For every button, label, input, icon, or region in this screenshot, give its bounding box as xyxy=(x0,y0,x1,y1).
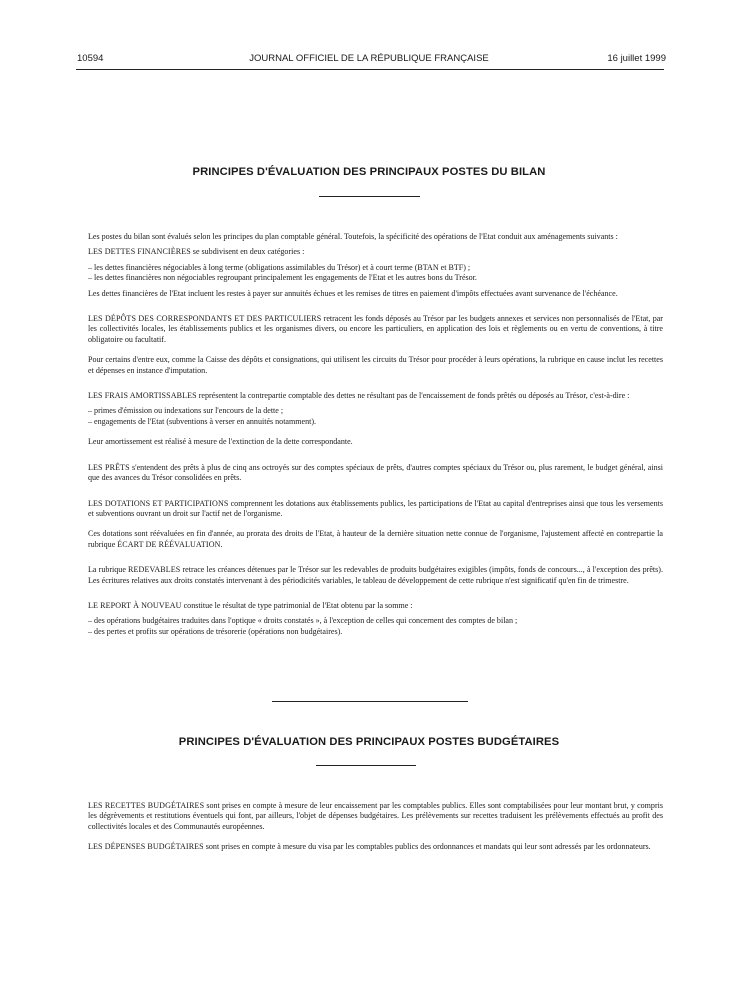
paragraph-dettes-2: Les dettes financières de l'Etat incluent les restes à payer sur annuités échues et les remises de titres en paiement d'impôts effectuées avant survenance de l'échéance. xyxy=(88,288,618,298)
list-item-report-1: – des opérations budgétaires traduites dans l'optique « droits constatés », à l'exception de celles qui concernent des comptes de bilan ; xyxy=(88,616,663,626)
paragraph-redevables xyxy=(88,565,663,586)
title-rule-bilan xyxy=(319,196,420,197)
text-redevables-a: La rubrique xyxy=(88,565,129,575)
list-item-dettes-2: – les dettes financières non négociables regroupant principalement les engagements de l'Etat et les autres bons du Trésor. xyxy=(88,273,663,283)
paragraph-frais-2: Leur amortissement est réalisé à mesure de l'extinction de la dette correspondante. xyxy=(88,437,353,447)
page-number: 10594 xyxy=(77,53,104,64)
paragraph-dettes xyxy=(88,247,663,257)
heading-redevables: REDEVABLES xyxy=(128,565,181,575)
heading-depenses: LES DÉPENSES BUDGÉTAIRES xyxy=(88,842,204,852)
section-body-budgetaires xyxy=(88,801,663,853)
heading-report: LE REPORT À NOUVEAU xyxy=(88,600,182,610)
list-item-report-2: – des pertes et profits sur opérations de trésorerie (opérations non budgétaires). xyxy=(88,627,663,637)
section-body-bilan xyxy=(88,232,663,637)
section-title-bilan: PRINCIPES D'ÉVALUATION DES PRINCIPAUX POSTES DU BILAN xyxy=(192,166,546,178)
text-prets: s'entendent des prêts à plus de cinq ans octroyés sur des comptes spéciaux de prêts, d'autres comptes spéciaux du Trésor ou, plus rarement, le budget général, ainsi que des avances du Trésor consolidées en prêts. xyxy=(88,462,663,483)
paragraph-dotations-2 xyxy=(88,529,663,550)
paragraph-depenses xyxy=(88,842,663,852)
heading-frais: LES FRAIS AMORTISSABLES xyxy=(88,391,197,401)
text-dotations-2c: . xyxy=(220,539,223,549)
page-header xyxy=(72,53,666,67)
text-dotations-2a: Ces dotations sont réévaluées en fin d'année, au prorata des droits de l'Etat, à hauteur de la dernière situation nette connue de l'organisme, l'ajustement affecté en contrepartie la rubrique xyxy=(88,529,663,549)
paragraph-prets xyxy=(88,463,663,484)
heading-dotations: LES DOTATIONS ET PARTICIPATIONS xyxy=(88,498,229,508)
heading-prets: LES PRÊTS xyxy=(88,462,130,472)
paragraph-intro: Les postes du bilan sont évalués selon les principes du plan comptable général. Toutefois, la spécificité des opérations de l'Etat conduit aux aménagements suivants : xyxy=(88,232,618,241)
list-item-frais-1: – primes d'émission ou indexations sur l'encours de la dette ; xyxy=(88,406,663,416)
header-rule xyxy=(76,69,664,70)
text-dettes: se subdivisent en deux catégories : xyxy=(190,247,305,257)
text-frais: représentent la contrepartie comptable des dettes ne résultant pas de l'encaissement de fonds prêtés ou déposés au Trésor, c'est-à-dire : xyxy=(196,391,630,401)
text-recettes: sont prises en compte à mesure de leur encaissement par les comptables publics. Elles sont comptabilisées pour leur montant brut, y compris les dégrèvements et restitutions éventuels qui font, par ailleurs, l'objet de dépenses budgétaires. Les prélèvements sur recettes traduisent les prélèvements effectués au profit des collectivités locales et des Communautés européennes. xyxy=(88,801,663,831)
journal-title: JOURNAL OFFICIEL DE LA RÉPUBLIQUE FRANÇAISE xyxy=(249,53,489,64)
text-depots: retracent les fonds déposés au Trésor par les budgets annexes et services non personnalisés de l'Etat, par les collectivités locales, les établissements publics et les organismes divers, ou encore les particuliers, en application des lois et règlements ou en vertu de conventions, à titre obligatoire ou facultatif. xyxy=(88,314,663,344)
paragraph-dotations xyxy=(88,499,663,520)
list-item-dettes-1: – les dettes financières négociables à long terme (obligations assimilables du Trésor) et à court terme (BTAN et BTF) ; xyxy=(88,263,663,273)
paragraph-recettes xyxy=(88,801,663,832)
paragraph-report xyxy=(88,601,663,611)
title-rule-budgetaires xyxy=(316,765,416,766)
issue-date: 16 juillet 1999 xyxy=(607,53,666,64)
paragraph-depots-2: Pour certains d'entre eux, comme la Caisse des dépôts et consignations, qui utilisent les circuits du Trésor pour procéder à leurs opérations, la rubrique en cause inclut les recettes et dépenses en instance d'imputation. xyxy=(88,355,663,375)
heading-depots: LES DÉPÔTS DES CORRESPONDANTS ET DES PARTICULIERS xyxy=(88,314,322,324)
heading-dettes: LES DETTES FINANCIÈRES xyxy=(88,247,191,257)
text-depenses: sont prises en compte à mesure du visa par les comptables publics des ordonnances et mandats qui leur sont adressés par les ordonnateurs. xyxy=(203,842,651,852)
text-dotations: comprennent les dotations aux établissements publics, les participations de l'Etat au capital d'entreprises ainsi que tous les versements et subventions ouvrant un droit sur l'actif net de l'organisme. xyxy=(88,498,663,518)
heading-recettes: LES RECETTES BUDGÉTAIRES xyxy=(88,801,205,810)
text-report: constitue le résultat de type patrimonial de l'Etat obtenu par la somme : xyxy=(181,600,413,610)
section-divider xyxy=(272,701,468,702)
heading-ecart: ÉCART DE RÉÉVALUATION xyxy=(117,539,221,549)
text-redevables: retrace les créances détenues par le Trésor sur les redevables de produits budgétaires exigibles (impôts, fonds de concours..., à l'exception des prêts). Les écritures relatives aux droits constatés intervenant à des périodicités variables, le tableau de développement de cette rubrique n'est significatif qu'en fin de trimestre. xyxy=(88,565,663,585)
paragraph-frais xyxy=(88,391,663,401)
section-title-budgetaires: PRINCIPES D'ÉVALUATION DES PRINCIPAUX POSTES BUDGÉTAIRES xyxy=(178,736,560,748)
paragraph-depots xyxy=(88,314,663,345)
list-item-frais-2: – engagements de l'Etat (subventions à verser en annuités notamment). xyxy=(88,417,663,427)
